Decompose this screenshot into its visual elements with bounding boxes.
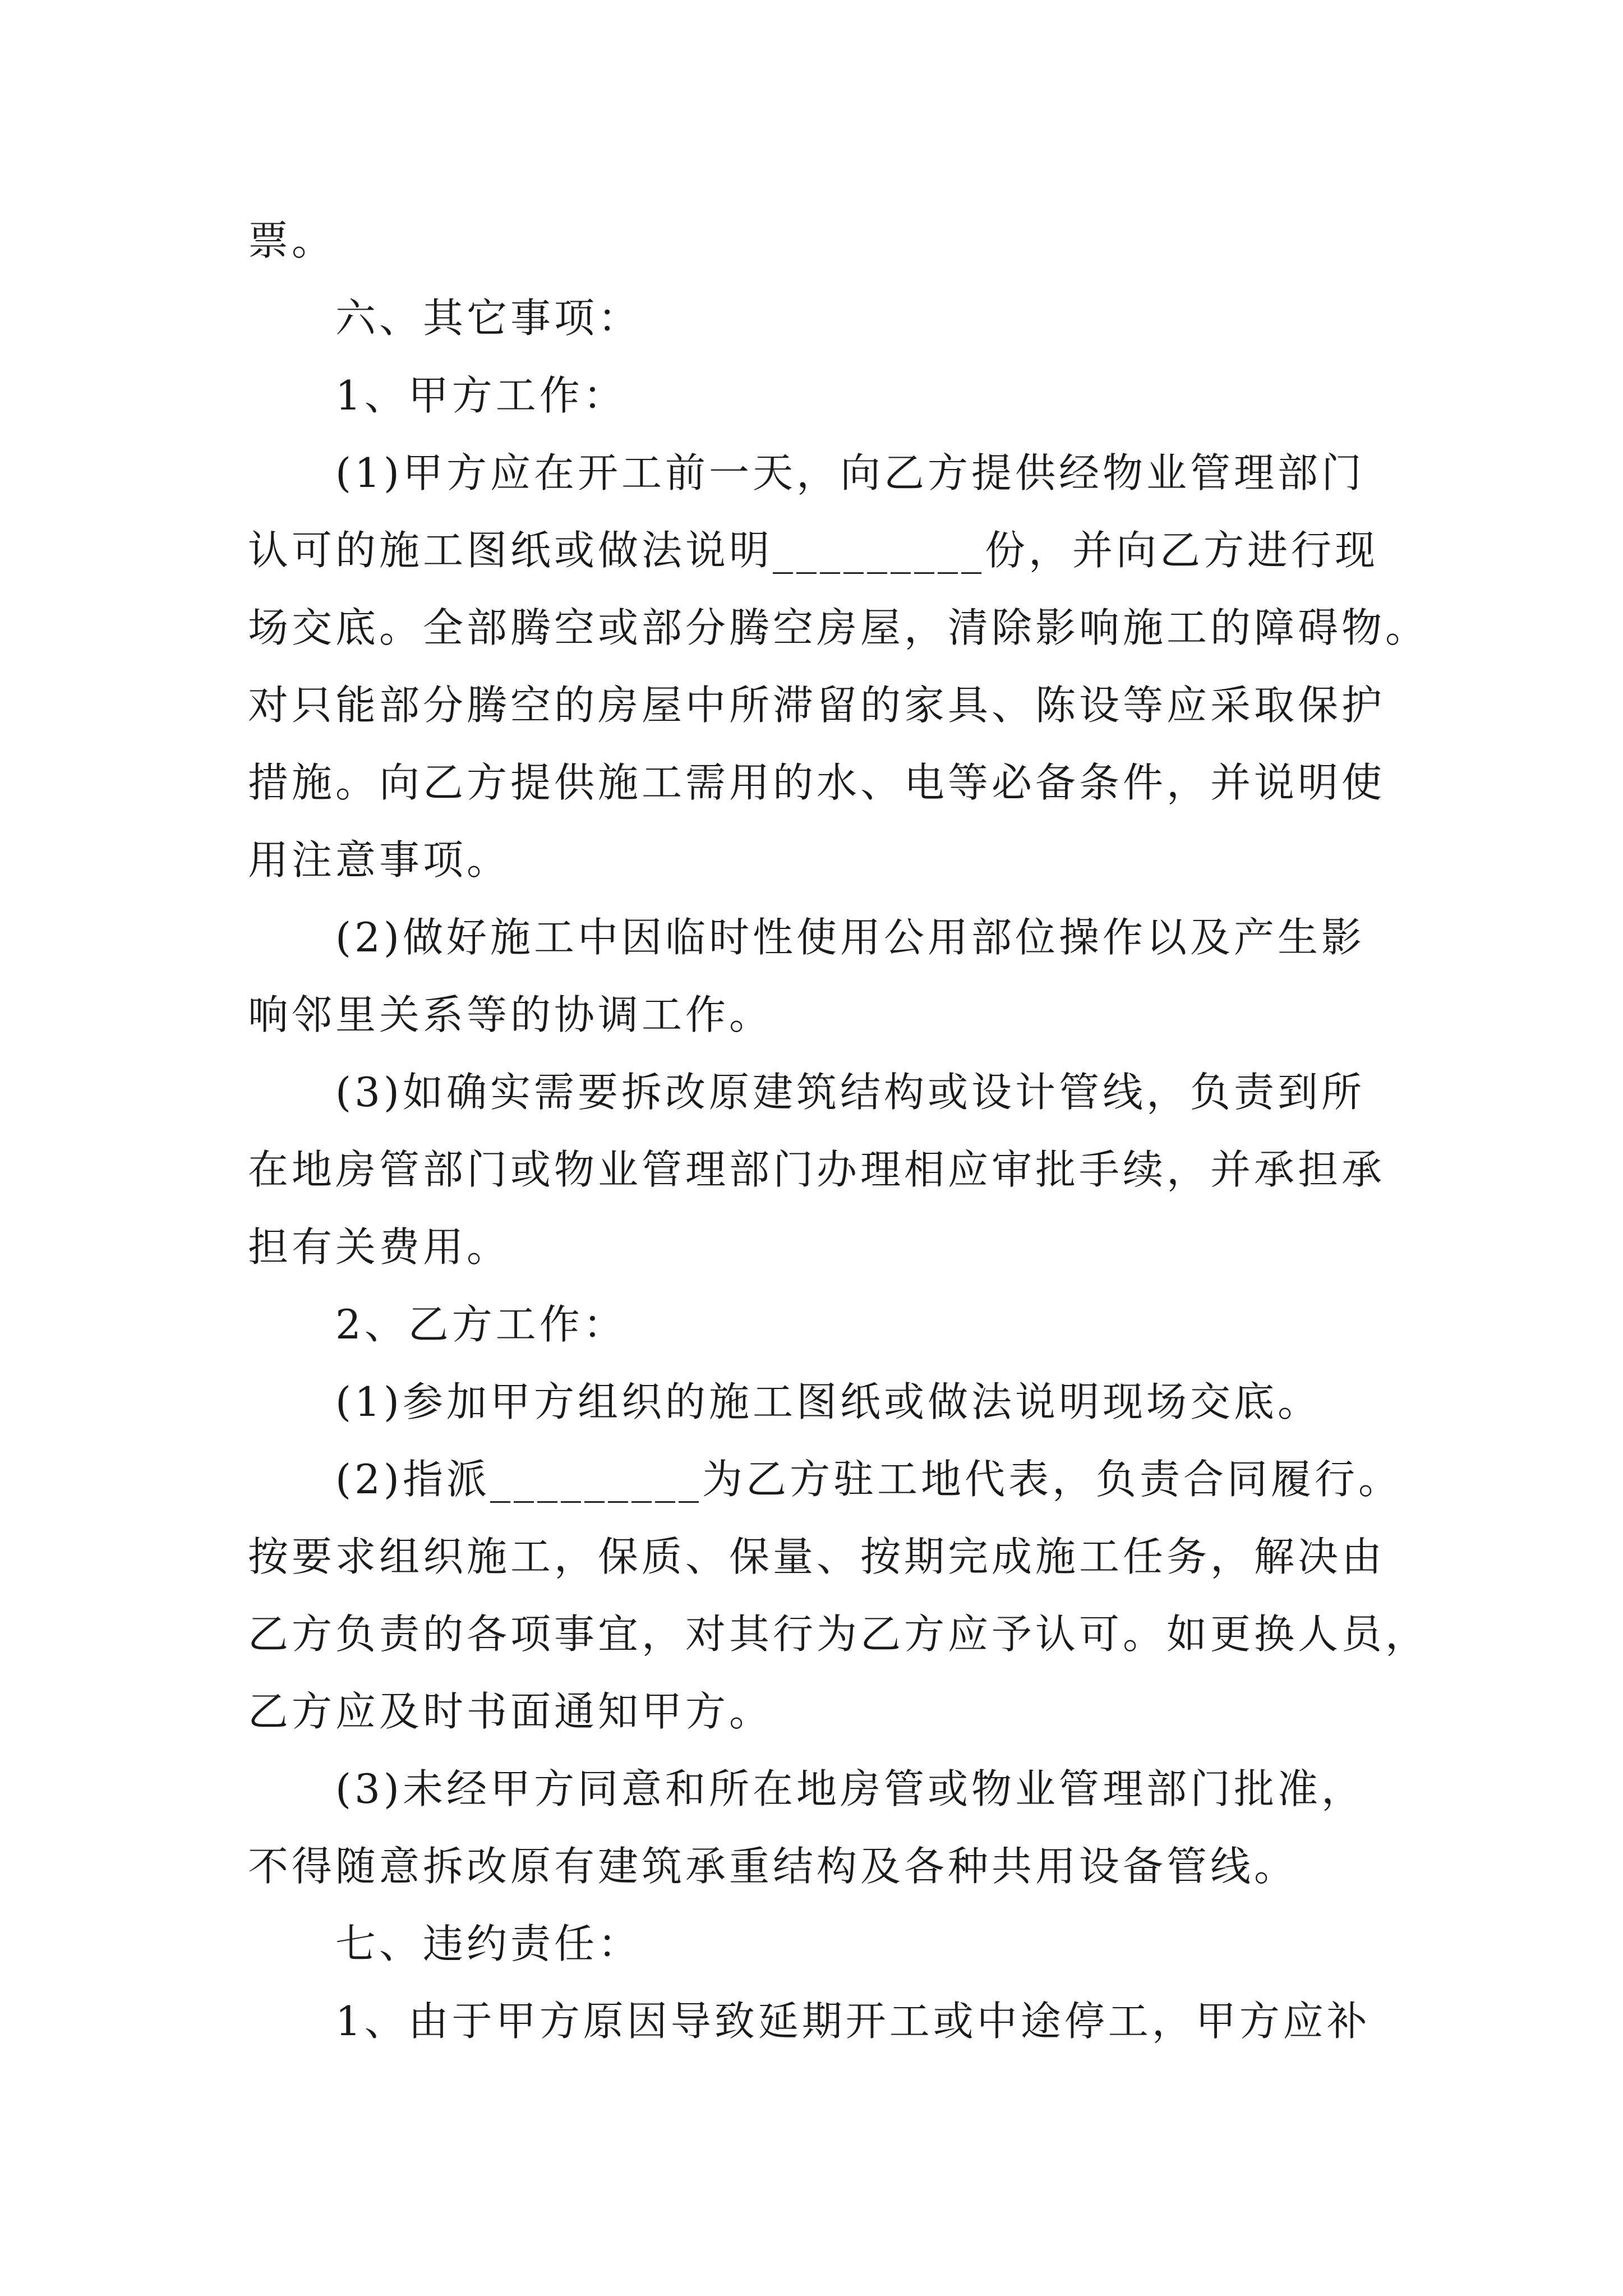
clause-breach-1 [248, 1982, 1410, 2060]
text-line: (2)做好施工中因临时性使用公用部位操作以及产生影 [335, 914, 1365, 961]
text-line: (3)如确实需要拆改原建筑结构或设计管线，负责到所 [335, 1069, 1365, 1116]
section-heading-text: 七、违约责任： [335, 1920, 642, 1967]
section-heading-breach-liability [248, 1905, 1410, 1982]
text-line: 在地房管部门或物业管理部门办理相应审批手续，并承担承 [248, 1146, 1386, 1193]
text-line: 1、由于甲方原因导致延期开工或中途停工，甲方应补 [335, 1998, 1371, 2045]
subsection-heading-text: 2、乙方工作： [335, 1301, 627, 1348]
section-heading-other-matters [248, 279, 1410, 357]
text-line: 认可的施工图纸或做法说明_________份，并向乙方进行现 [248, 527, 1379, 574]
text-line: (2)指派_________为乙方驻工地代表，负责合同履行。 [335, 1456, 1402, 1503]
clause-party-a-3 [248, 1053, 1410, 1286]
text-line: (1)参加甲方组织的施工图纸或做法说明现场交底。 [335, 1378, 1321, 1425]
text-line: 乙方负责的各项事宜，对其行为乙方应予认可。如更换人员， [248, 1611, 1430, 1658]
text-line: 按要求组织施工，保质、保量、按期完成施工任务，解决由 [248, 1533, 1386, 1580]
clause-party-b-1 [248, 1363, 1410, 1441]
clause-party-b-2 [248, 1441, 1430, 1750]
text-line: (3)未经甲方同意和所在地房管或物业管理部门批准， [335, 1765, 1365, 1812]
text-line: 对只能部分腾空的房屋中所滞留的家具、陈设等应采取保护 [248, 682, 1386, 729]
subsection-heading-party-a-work [248, 357, 1410, 434]
text-line: 场交底。全部腾空或部分腾空房屋，清除影响施工的障碍物。 [248, 604, 1430, 651]
text-line: 用注意事项。 [248, 836, 511, 884]
text-line: 措施。向乙方提供施工需用的水、电等必备条件，并说明使 [248, 759, 1386, 806]
clause-party-a-2 [248, 899, 1410, 1053]
clause-party-a-1 [248, 434, 1430, 899]
text-line: (1)甲方应在开工前一天，向乙方提供经物业管理部门 [335, 449, 1365, 496]
subsection-heading-party-b-work [248, 1286, 1410, 1363]
subsection-heading-text: 1、甲方工作： [335, 372, 627, 419]
section-heading-text: 六、其它事项： [335, 295, 642, 342]
text-line: 响邻里关系等的协调工作。 [248, 991, 773, 1038]
text-line: 担有关费用。 [248, 1223, 511, 1271]
continuation-paragraph [248, 202, 1410, 279]
text-line: 不得随意拆改原有建筑承重结构及各种共用设备管线。 [248, 1843, 1298, 1890]
clause-party-b-3 [248, 1750, 1410, 1905]
text-line: 乙方应及时书面通知甲方。 [248, 1688, 773, 1735]
text-line: 票。 [248, 217, 336, 264]
